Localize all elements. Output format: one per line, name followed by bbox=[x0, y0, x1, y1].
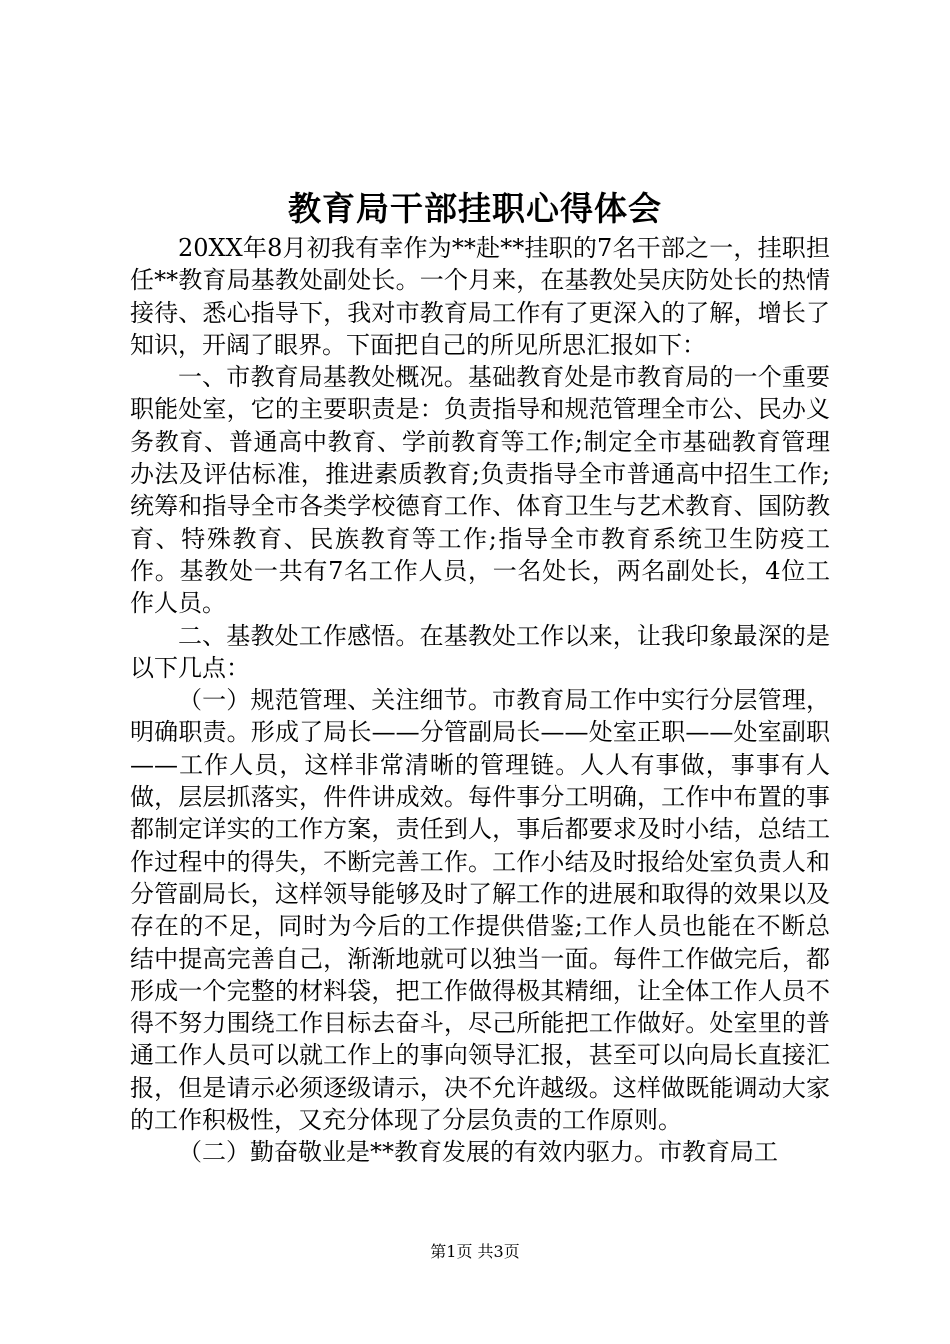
paragraph-intro: 20XX年8月初我有幸作为**赴**挂职的7名干部之一，挂职担任**教育局基教处副处长。一个月来，在基教处吴庆防处长的热情接待、悉心指导下，我对市教育局工作有了更深入的了解，增长了知识，开阔了眼界。下面把自己的所见所思汇报如下： bbox=[130, 234, 830, 359]
document-body bbox=[130, 232, 830, 1169]
paragraph-subsection-1: （一）规范管理、关注细节。市教育局工作中实行分层管理，明确职责。形成了局长——分管副局长——处室正职——处室副职——工作人员，这样非常清晰的管理链。人人有事做，事事有人做，层层抓落实，件件讲成效。每件事分工明确，工作中布置的事都制定详实的工作方案，责任到人，事后都要求及时小结，总结工作过程中的得失，不断完善工作。工作小结及时报给处室负责人和分管副局长，这样领导能够及时了解工作的进展和取得的效果以及存在的不足，同时为今后的工作提供借鉴;工作人员也能在不断总结中提高完善自己，渐渐地就可以独当一面。每件工作做完后，都形成一个完整的材料袋，把工作做得极其精细，让全体工作人员不得不努力围绕工作目标去奋斗，尽己所能把工作做好。处室里的普通工作人员可以就工作上的事向领导汇报，甚至可以向局长直接汇报，但是请示必须逐级请示，决不允许越级。这样做既能调动大家的工作积极性，又充分体现了分层负责的工作原则。 bbox=[130, 686, 830, 1135]
paragraph-section-2: 二、基教处工作感悟。在基教处工作以来，让我印象最深的是以下几点： bbox=[130, 621, 830, 682]
document-title: 教育局干部挂职心得体会 bbox=[288, 189, 662, 228]
paragraph-section-1: 一、市教育局基教处概况。基础教育处是市教育局的一个重要职能处室，它的主要职责是：负责指导和规范管理全市公、民办义务教育、普通高中教育、学前教育等工作;制定全市基础教育管理办法及评估标准，推进素质教育;负责指导全市普通高中招生工作;统筹和指导全市各类学校德育工作、体育卫生与艺术教育、国防教育、特殊教育、民族教育等工作;指导全市教育系统卫生防疫工作。基教处一共有7名工作人员，一名处长，两名副处长，4位工作人员。 bbox=[130, 363, 830, 618]
paragraph-subsection-2: （二）勤奋敬业是**教育发展的有效内驱力。市教育局工 bbox=[178, 1138, 778, 1167]
page-footer: 第1页 共3页 bbox=[430, 1242, 520, 1261]
